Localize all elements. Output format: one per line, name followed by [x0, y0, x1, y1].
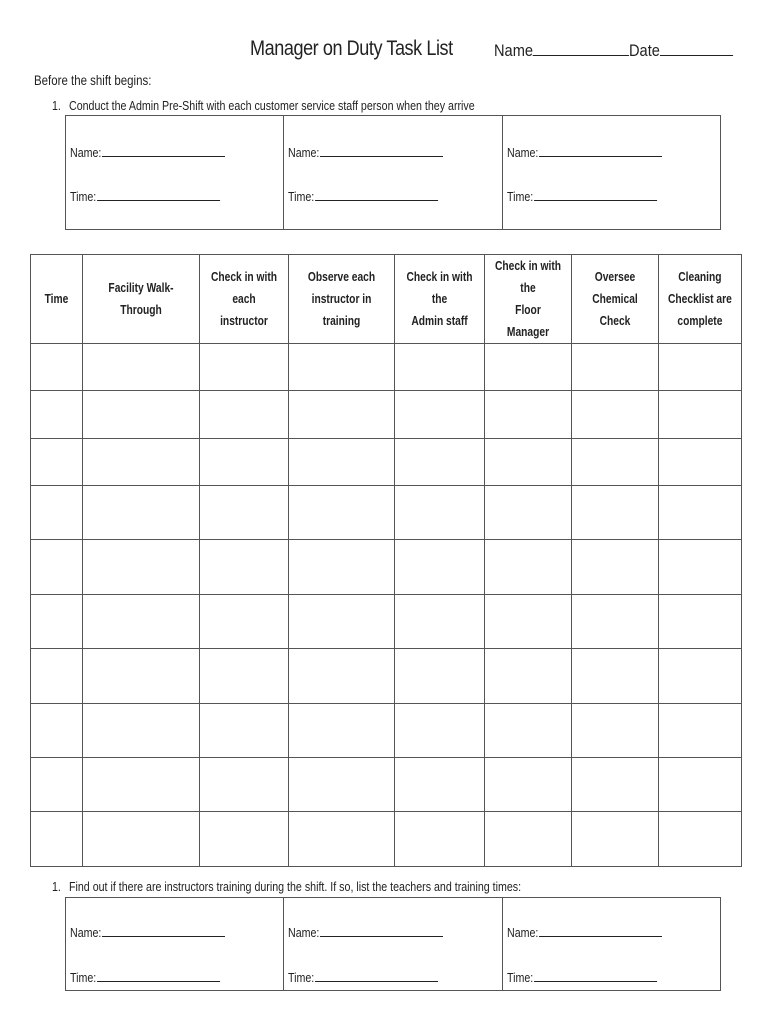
- time-label: Time:: [288, 189, 315, 204]
- table-cell[interactable]: [200, 649, 289, 704]
- header-name-line: [533, 41, 629, 56]
- name-field[interactable]: [507, 924, 662, 940]
- table-cell[interactable]: [83, 391, 200, 439]
- table-cell[interactable]: [572, 649, 659, 704]
- table-cell[interactable]: [572, 344, 659, 391]
- table-cell[interactable]: [289, 758, 395, 812]
- table-cell[interactable]: [659, 344, 742, 391]
- name-line: [321, 144, 444, 157]
- table-cell[interactable]: [83, 595, 200, 649]
- table-cell[interactable]: [659, 439, 742, 486]
- table-row: [31, 391, 742, 439]
- preshift-signoff-cell: [502, 116, 720, 229]
- table-cell[interactable]: [31, 439, 83, 486]
- table-cell[interactable]: [395, 595, 485, 649]
- table-cell[interactable]: [83, 758, 200, 812]
- name-label: Name:: [288, 925, 320, 940]
- name-label: Name:: [506, 145, 539, 160]
- table-cell[interactable]: [659, 812, 742, 867]
- table-cell[interactable]: [83, 704, 200, 758]
- trainer-list-cell: [66, 898, 283, 990]
- table-header-row: [31, 255, 742, 344]
- column-header-check-in-instructor: Check in with each instructor: [200, 255, 289, 344]
- table-cell[interactable]: [572, 758, 659, 812]
- name-label: Name:: [70, 925, 102, 940]
- trainer-list-cell: [283, 898, 501, 990]
- name-field[interactable]: [507, 144, 662, 160]
- table-cell[interactable]: [395, 649, 485, 704]
- time-label: Time:: [70, 970, 97, 985]
- column-header-check-in-admin: Check in with the Admin staff: [395, 255, 485, 344]
- table-cell[interactable]: [659, 391, 742, 439]
- table-cell[interactable]: [485, 486, 572, 540]
- time-label: Time:: [506, 970, 533, 985]
- section2-item-number: 1.: [52, 879, 61, 894]
- time-field[interactable]: [288, 188, 438, 204]
- name-line: [102, 144, 225, 157]
- table-cell[interactable]: [659, 486, 742, 540]
- time-line: [97, 188, 220, 201]
- table-cell[interactable]: [289, 704, 395, 758]
- time-field[interactable]: [70, 969, 220, 985]
- table-cell[interactable]: [395, 391, 485, 439]
- table-cell[interactable]: [485, 812, 572, 867]
- header-date-field[interactable]: [629, 41, 733, 61]
- table-cell[interactable]: [289, 540, 395, 595]
- table-row: [31, 595, 742, 649]
- time-field[interactable]: [507, 969, 657, 985]
- time-label: Time:: [506, 189, 533, 204]
- table-row: [31, 812, 742, 867]
- section1-item-text: Conduct the Admin Pre-Shift with each customer service staff person when they arrive: [69, 98, 475, 113]
- table-cell[interactable]: [572, 812, 659, 867]
- table-cell[interactable]: [659, 540, 742, 595]
- name-label: Name:: [506, 925, 539, 940]
- column-header-observe-instructor: Observe each instructor in training: [289, 255, 395, 344]
- table-cell[interactable]: [572, 540, 659, 595]
- trainer-list-box: [65, 897, 721, 991]
- table-row: [31, 439, 742, 486]
- table-cell[interactable]: [200, 758, 289, 812]
- table-cell[interactable]: [200, 704, 289, 758]
- table-cell[interactable]: [289, 649, 395, 704]
- preshift-signoff-box: [65, 115, 721, 230]
- table-cell[interactable]: [395, 704, 485, 758]
- table-cell[interactable]: [289, 344, 395, 391]
- table-cell[interactable]: [289, 486, 395, 540]
- table-cell[interactable]: [200, 812, 289, 867]
- table-cell[interactable]: [83, 439, 200, 486]
- table-cell[interactable]: [83, 344, 200, 391]
- table-cell[interactable]: [31, 344, 83, 391]
- table-cell[interactable]: [200, 391, 289, 439]
- table-cell[interactable]: [572, 486, 659, 540]
- table-cell[interactable]: [395, 486, 485, 540]
- table-cell[interactable]: [289, 812, 395, 867]
- task-table: [30, 254, 742, 867]
- table-cell[interactable]: [659, 758, 742, 812]
- table-cell[interactable]: [31, 595, 83, 649]
- table-cell[interactable]: [572, 439, 659, 486]
- time-label: Time:: [288, 970, 315, 985]
- table-cell[interactable]: [83, 486, 200, 540]
- time-line: [534, 188, 657, 201]
- table-cell[interactable]: [395, 344, 485, 391]
- table-cell[interactable]: [200, 439, 289, 486]
- table-cell[interactable]: [395, 439, 485, 486]
- table-row: [31, 758, 742, 812]
- name-label: Name:: [288, 145, 320, 160]
- table-row: [31, 540, 742, 595]
- table-cell[interactable]: [485, 439, 572, 486]
- table-cell[interactable]: [572, 391, 659, 439]
- table-cell[interactable]: [31, 812, 83, 867]
- table-cell[interactable]: [659, 595, 742, 649]
- time-line: [315, 969, 438, 982]
- trainer-list-cell: [502, 898, 720, 990]
- table-cell[interactable]: [395, 758, 485, 812]
- column-header-cleaning-checklist: Cleaning Checklist are complete: [659, 255, 742, 344]
- table-cell[interactable]: [31, 540, 83, 595]
- name-field[interactable]: [70, 144, 225, 160]
- table-cell[interactable]: [31, 486, 83, 540]
- table-cell[interactable]: [289, 595, 395, 649]
- table-cell[interactable]: [485, 540, 572, 595]
- name-label: Name:: [70, 145, 102, 160]
- table-cell[interactable]: [485, 649, 572, 704]
- time-field[interactable]: [288, 969, 438, 985]
- table-cell[interactable]: [289, 391, 395, 439]
- table-cell[interactable]: [289, 439, 395, 486]
- table-cell[interactable]: [83, 649, 200, 704]
- header-date-label: Date: [629, 41, 660, 60]
- time-line: [97, 969, 220, 982]
- table-cell[interactable]: [395, 540, 485, 595]
- name-line: [539, 924, 662, 937]
- table-cell[interactable]: [659, 649, 742, 704]
- table-cell[interactable]: [485, 704, 572, 758]
- table-row: [31, 704, 742, 758]
- table-cell[interactable]: [395, 812, 485, 867]
- time-line: [534, 969, 657, 982]
- section1-intro: Before the shift begins:: [34, 72, 152, 88]
- table-cell[interactable]: [485, 595, 572, 649]
- name-line: [539, 144, 662, 157]
- table-cell[interactable]: [485, 391, 572, 439]
- name-field[interactable]: [288, 924, 443, 940]
- time-field[interactable]: [507, 188, 657, 204]
- section1-item-number: 1.: [52, 98, 61, 113]
- column-header-check-in-floor-manager: Check in with the Floor Manager: [485, 255, 572, 344]
- table-row: [31, 344, 742, 391]
- name-line: [102, 924, 225, 937]
- page-title: Manager on Duty Task List: [250, 37, 453, 60]
- table-row: [31, 649, 742, 704]
- table-cell[interactable]: [572, 704, 659, 758]
- name-line: [321, 924, 444, 937]
- header-name-field[interactable]: [494, 41, 629, 61]
- header-date-line: [660, 41, 733, 56]
- table-cell[interactable]: [200, 595, 289, 649]
- time-line: [315, 188, 438, 201]
- table-cell[interactable]: [31, 704, 83, 758]
- column-header-time: Time: [31, 255, 83, 344]
- table-cell[interactable]: [83, 812, 200, 867]
- table-cell[interactable]: [31, 758, 83, 812]
- table-cell[interactable]: [200, 540, 289, 595]
- table-cell[interactable]: [572, 595, 659, 649]
- table-cell[interactable]: [31, 391, 83, 439]
- table-cell[interactable]: [485, 344, 572, 391]
- name-field[interactable]: [70, 924, 225, 940]
- table-cell[interactable]: [83, 540, 200, 595]
- table-cell[interactable]: [659, 704, 742, 758]
- preshift-signoff-cell: [66, 116, 283, 229]
- table-cell[interactable]: [200, 344, 289, 391]
- name-field[interactable]: [288, 144, 443, 160]
- header-name-label: Name: [494, 41, 534, 60]
- table-cell[interactable]: [485, 758, 572, 812]
- table-cell[interactable]: [31, 649, 83, 704]
- table-row: [31, 486, 742, 540]
- time-label: Time:: [70, 189, 97, 204]
- section2-item-text: Find out if there are instructors training during the shift. If so, list the teachers and training times:: [69, 879, 522, 894]
- table-cell[interactable]: [200, 486, 289, 540]
- preshift-signoff-cell: [283, 116, 501, 229]
- time-field[interactable]: [70, 188, 220, 204]
- column-header-oversee-chemical-check: Oversee Chemical Check: [572, 255, 659, 344]
- column-header-facility-walk-through: Facility Walk-Through: [83, 255, 200, 344]
